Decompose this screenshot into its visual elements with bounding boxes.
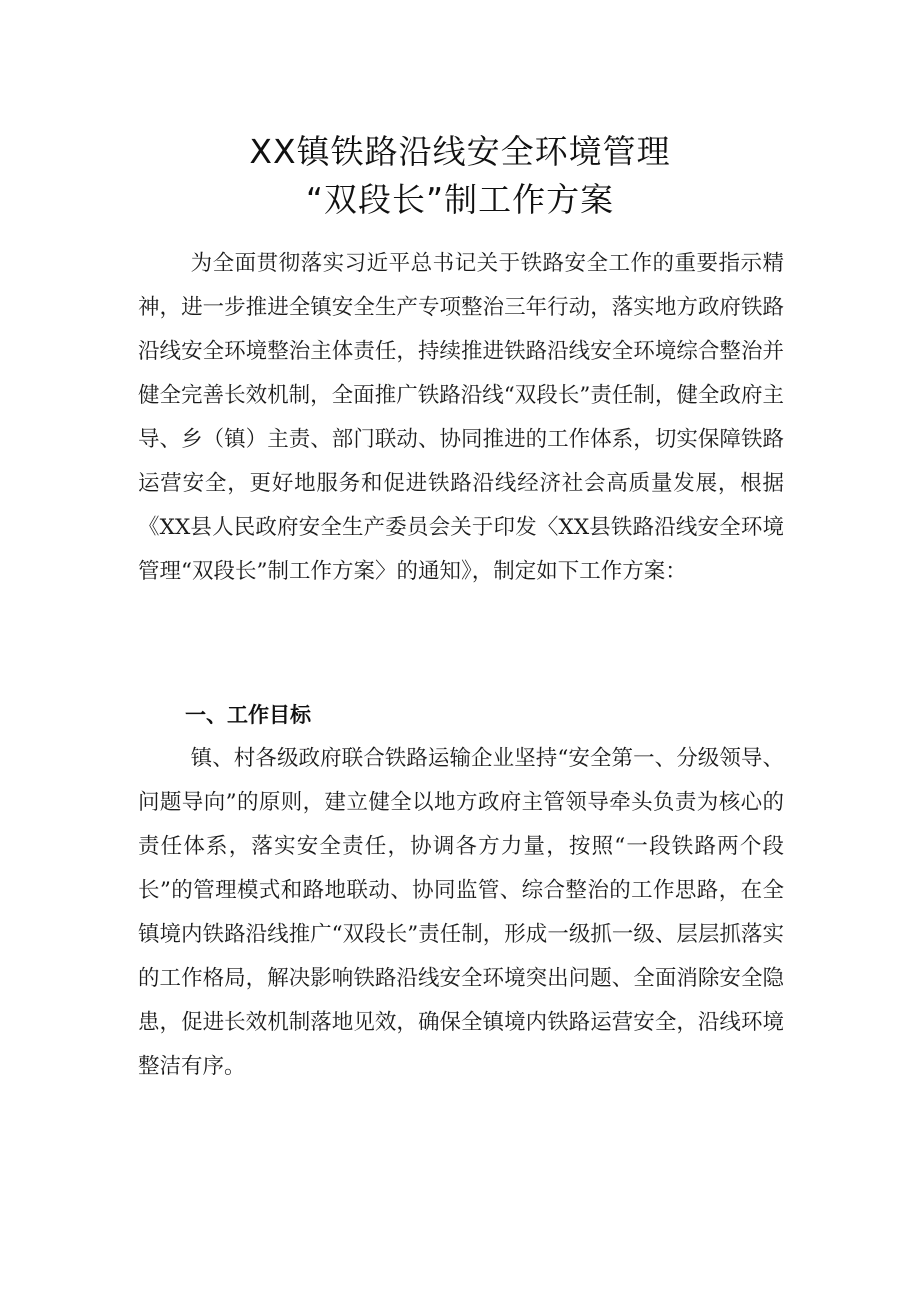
intro-paragraph: 为全面贯彻落实习近平总书记关于铁路安全工作的重要指示精神，进一步推进全镇安全生产专项整治三年行动，落实地方政府铁路沿线安全环境整治主体责任，持续推进铁路沿线安全环境综合整治并健全完善长效机制，全面推广铁路沿线“双段长”责任制，健全政府主导、乡（镇）主责、部门联动、协同推进的工作体系，切实保障铁路运营安全，更好地服务和促进铁路沿线经济社会高质量发展，根据《XX县人民政府安全生产委员会关于印发〈XX县铁路沿线安全环境管理“双段长”制工作方案〉的通知》，制定如下工作方案： (138, 251, 784, 584)
section-heading-work-goals: 一、工作目标 (185, 703, 311, 727)
document-title (0, 128, 920, 224)
work-goals-paragraph: 镇、村各级政府联合铁路运输企业坚持“安全第一、分级领导、问题导向”的原则，建立健全以地方政府主管领导牵头负责为核心的责任体系，落实安全责任，协调各方力量，按照“一段铁路两个段长”的管理模式和路地联动、协同监管、综合整治的工作思路，在全镇境内铁路沿线推广“双段长”责任制，形成一级抓一级、层层抓落实的工作格局，解决影响铁路沿线安全环境突出问题、全面消除安全隐患，促进长效机制落地见效，确保全镇境内铁路运营安全，沿线环境整洁有序。 (138, 746, 784, 1079)
title-line-2: “双段长”制工作方案 (305, 180, 615, 219)
title-line-1: XX镇铁路沿线安全环境管理 (249, 132, 671, 171)
